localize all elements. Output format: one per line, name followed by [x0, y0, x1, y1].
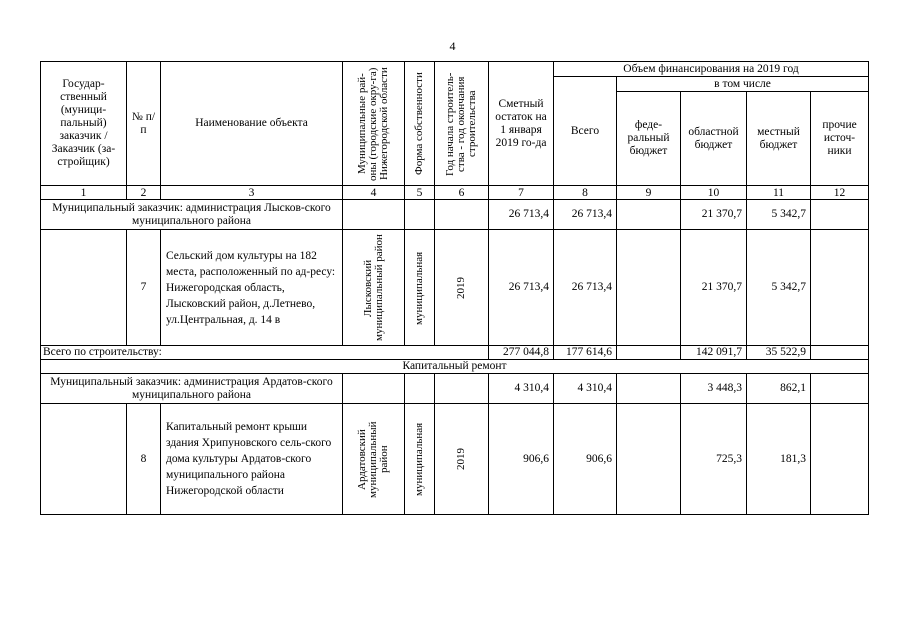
estimate-value: 26 713,4	[489, 200, 554, 230]
local-value: 862,1	[747, 374, 811, 404]
local-value: 5 342,7	[747, 200, 811, 230]
header-other: прочие источ-ники	[811, 92, 869, 186]
year-cell: 2019	[435, 230, 489, 346]
header-regional: областной бюджет	[681, 92, 747, 186]
col-index: 12	[811, 186, 869, 200]
total-value: 26 713,4	[554, 200, 617, 230]
header-ownership: Форма собственности	[405, 62, 435, 186]
row-number: 8	[127, 404, 161, 515]
col-index: 3	[161, 186, 343, 200]
ownership-cell: муниципальная	[405, 404, 435, 515]
estimate-value: 277 044,8	[489, 346, 554, 360]
header-local: местный бюджет	[747, 92, 811, 186]
page-number: 4	[449, 39, 456, 53]
total-label: Всего по строительству:	[41, 346, 489, 360]
table-row-construction-total	[41, 346, 869, 360]
header-district: Муниципальные рай-оны (городские окру-га) Нижегородской области	[343, 62, 405, 186]
col-index: 9	[617, 186, 681, 200]
local-value: 35 522,9	[747, 346, 811, 360]
regional-value: 3 448,3	[681, 374, 747, 404]
regional-value: 21 370,7	[681, 230, 747, 346]
regional-value: 725,3	[681, 404, 747, 515]
col-index: 10	[681, 186, 747, 200]
column-index-row	[41, 186, 869, 200]
total-value: 26 713,4	[554, 230, 617, 346]
total-value: 177 614,6	[554, 346, 617, 360]
total-value: 4 310,4	[554, 374, 617, 404]
table-row-ardatov-customer	[41, 374, 869, 404]
object-name: Сельский дом культуры на 182 места, расположенный по ад-ресу: Нижегородская область, Лысковский район, д.Летнево, ул.Центральная, д. 14 в	[161, 230, 343, 346]
header-years: Год начала строитель-ства - год окончания строительства	[435, 62, 489, 186]
financing-table	[40, 61, 869, 515]
col-index: 1	[41, 186, 127, 200]
estimate-value: 906,6	[489, 404, 554, 515]
table-row-item-8	[41, 404, 869, 515]
section-title: Капитальный ремонт	[41, 360, 869, 374]
header-estimate: Сметный остаток на 1 января 2019 го-да	[489, 62, 554, 186]
regional-value: 142 091,7	[681, 346, 747, 360]
customer-label: Муниципальный заказчик: администрация Лысков-ского муниципального района	[41, 200, 343, 230]
col-index: 8	[554, 186, 617, 200]
local-value: 181,3	[747, 404, 811, 515]
ownership-cell: муниципальная	[405, 230, 435, 346]
estimate-value: 26 713,4	[489, 230, 554, 346]
customer-label: Муниципальный заказчик: администрация Ардатов-ского муниципального района	[41, 374, 343, 404]
district-cell: Лысковский муниципальный район	[343, 230, 405, 346]
col-index: 2	[127, 186, 161, 200]
header-funding: Объем финансирования на 2019 год	[554, 62, 869, 77]
header-customer: Государ-ственный (муници-пальный) заказчик / Заказчик (за-стройщик)	[41, 62, 127, 186]
header-total: Всего	[554, 77, 617, 186]
col-index: 7	[489, 186, 554, 200]
local-value: 5 342,7	[747, 230, 811, 346]
col-index: 11	[747, 186, 811, 200]
table-row-lyskovo-customer	[41, 200, 869, 230]
table-row-section-capital-repair	[41, 360, 869, 374]
header-federal: феде-ральный бюджет	[617, 92, 681, 186]
estimate-value: 4 310,4	[489, 374, 554, 404]
table-row-item-7	[41, 230, 869, 346]
header-num: № п/п	[127, 62, 161, 186]
header-including: в том числе	[617, 77, 869, 92]
row-number: 7	[127, 230, 161, 346]
total-value: 906,6	[554, 404, 617, 515]
regional-value: 21 370,7	[681, 200, 747, 230]
object-name: Капитальный ремонт крыши здания Хрипуновского сель-ского дома культуры Ардатов-ского муниципального района Нижегородской области	[161, 404, 343, 515]
year-cell: 2019	[435, 404, 489, 515]
header-object-name: Наименование объекта	[161, 62, 343, 186]
col-index: 6	[435, 186, 489, 200]
district-cell: Ардатовский муниципальный район	[343, 404, 405, 515]
col-index: 4	[343, 186, 405, 200]
col-index: 5	[405, 186, 435, 200]
